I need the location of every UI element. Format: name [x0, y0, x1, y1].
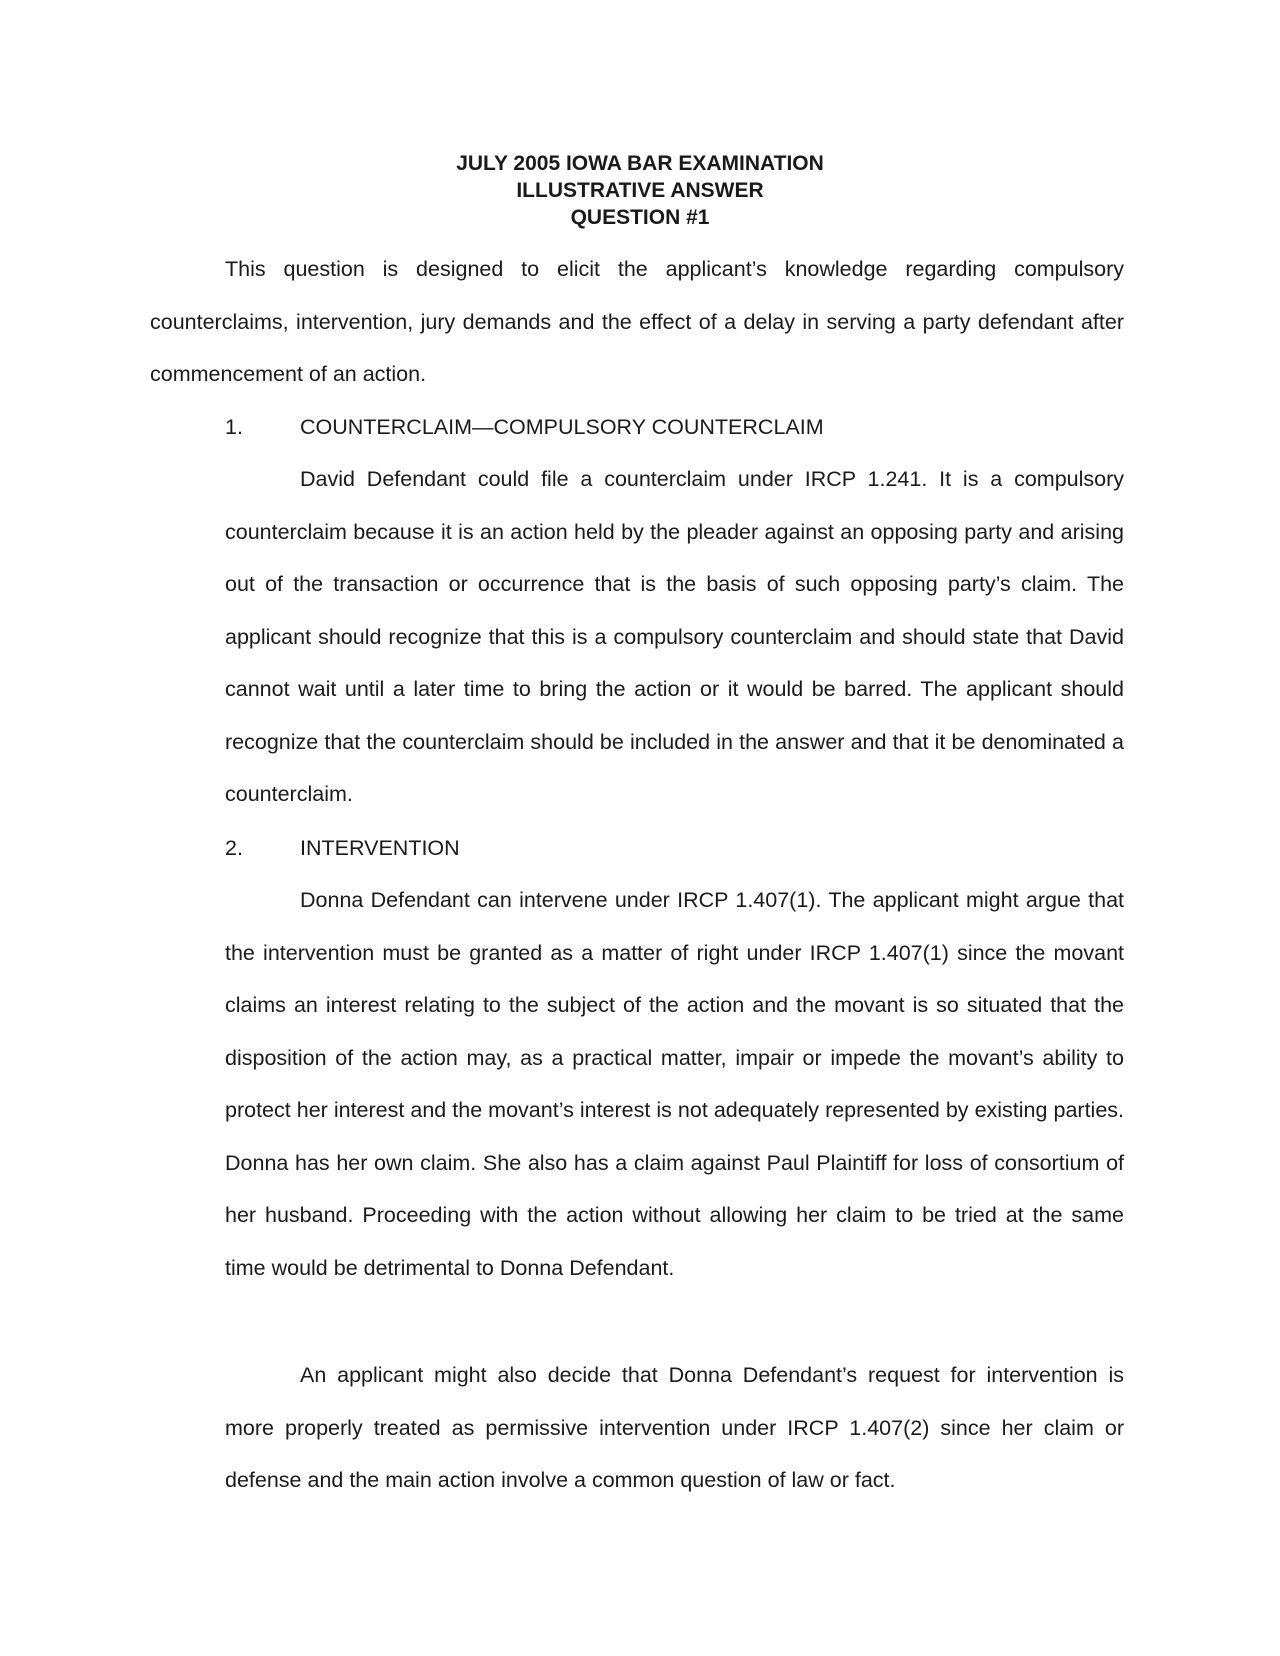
section-number: 1.	[225, 415, 243, 439]
section-heading-text: COUNTERCLAIM—COMPULSORY COUNTERCLAIM	[300, 415, 824, 439]
title-answer-type: ILLUSTRATIVE ANSWER	[516, 179, 764, 202]
intervention-paragraph-right: Donna Defendant can intervene under IRCP 1.407(1). The applicant might argue that the intervention must be granted as a matter of right under IRCP 1.407(1) since the movant claims an interest relating to the subject of the action and the movant is so situated that the disposition of the action may, as a practical matter, impair or impede the movant’s ability to protect her interest and the movant’s interest is not adequately represented by existing parties. Donna has her own claim. She also has a claim against Paul Plaintiff for loss of consortium of her husband. Proceeding with the action without allowing her claim to be tried at the same time would be detrimental to Donna Defendant.	[225, 888, 1124, 1280]
section-heading-text: INTERVENTION	[300, 836, 460, 860]
counterclaim-paragraph: David Defendant could file a counterclaim under IRCP 1.241. It is a compulsory counterclaim because it is an action held by the pleader against an opposing party and arising out of the transaction or occurrence that is the basis of such opposing party’s claim. The applicant should recognize that this is a compulsory counterclaim and should state that David cannot wait until a later time to bring the action or it would be barred. The applicant should recognize that the counterclaim should be included in the answer and that it be denominated a counterclaim.	[225, 467, 1124, 806]
section-heading-counterclaim	[225, 413, 824, 441]
section-heading-intervention	[225, 834, 460, 862]
intervention-paragraph-permissive: An applicant might also decide that Donna Defendant’s request for intervention is more properly treated as permissive intervention under IRCP 1.407(2) since her claim or defense and the main action involve a common question of law or fact.	[225, 1363, 1124, 1492]
title-exam-name: JULY 2005 IOWA BAR EXAMINATION	[456, 152, 824, 175]
section-number: 2.	[225, 836, 243, 860]
document-title	[0, 150, 1280, 231]
title-question-number: QUESTION #1	[570, 206, 710, 229]
intro-paragraph: This question is designed to elicit the applicant’s knowledge regarding compulsory counterclaims, intervention, jury demands and the effect of a delay in serving a party defendant after commencement of an action.	[150, 257, 1124, 386]
